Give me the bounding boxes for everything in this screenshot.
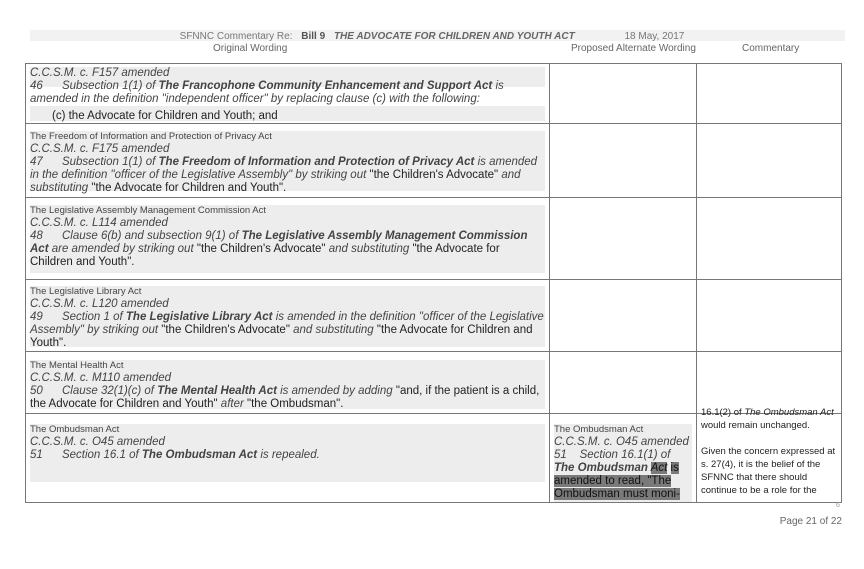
proposed-act-title: The Ombudsman Act bbox=[554, 424, 644, 435]
proposed-highlight-text: is amended to read, "The Ombudsman must moni- bbox=[554, 462, 680, 500]
original-cell bbox=[26, 124, 550, 197]
col-original: Original Wording bbox=[213, 43, 288, 54]
header-prefix: SFNNC Commentary Re: bbox=[179, 31, 293, 42]
header-date: 18 May, 2017 bbox=[624, 31, 685, 42]
quote-struck: "the Children's Advocate" bbox=[161, 324, 290, 336]
ccsm-ref: C.C.S.M. c. L114 amended bbox=[30, 217, 168, 229]
act-name: The Ombudsman Act bbox=[141, 449, 258, 461]
original-cell bbox=[26, 280, 550, 351]
act-name: The Legislative Library Act bbox=[125, 311, 273, 323]
section-mid: and substituting bbox=[328, 243, 410, 255]
proposed-cell bbox=[550, 124, 697, 197]
act-title: The Legislative Assembly Management Commission Act bbox=[30, 205, 267, 216]
proposed-highlight-word: Act bbox=[650, 462, 668, 474]
ccsm-ref: C.C.S.M. c. O45 amended bbox=[30, 436, 165, 448]
quote-substituted: "the Advocate for Children and Youth". bbox=[91, 182, 287, 194]
section-mid: after bbox=[220, 398, 244, 410]
quote-struck: "the Children's Advocate" bbox=[369, 169, 499, 181]
quote-anchor: "the Ombudsman". bbox=[247, 398, 344, 410]
section-mid: and substituting bbox=[293, 324, 374, 336]
section-post: are amended by striking out bbox=[51, 243, 194, 255]
section-post: is amended in the definition "officer of the Legislative Assembly" by striking out bbox=[30, 156, 538, 181]
section-num: 49 bbox=[30, 311, 43, 323]
clause-text: (c) the Advocate for Children and Youth; and bbox=[52, 110, 278, 122]
proposed-cell bbox=[550, 280, 697, 351]
section-num: 47 bbox=[30, 156, 43, 168]
section-post: is amended by adding bbox=[280, 385, 393, 397]
act-title: The Freedom of Information and Protection of Privacy Act bbox=[30, 131, 272, 142]
section-pre: Clause 32(1)(c) of bbox=[61, 385, 155, 397]
proposed-cell bbox=[550, 352, 697, 413]
section-post: is amended in the definition "officer of the Legislative Assembly" by striking out bbox=[30, 311, 544, 336]
commentary-paragraph: Given the concern expressed at s. 27(4), it is the belief of the SFNNC that there should continue to be a role for the bbox=[701, 446, 836, 496]
table-row bbox=[26, 64, 841, 124]
original-cell bbox=[26, 64, 550, 123]
section-post: is amended in the definition "independent officer" by replacing clause (c) with the following: bbox=[30, 80, 504, 105]
header-bill: Bill 9 bbox=[301, 31, 326, 42]
section-pre: Clause 6(b) and subsection 9(1) of bbox=[61, 230, 239, 242]
commentary-act: The Ombudsman Act bbox=[744, 407, 834, 418]
proposed-cell bbox=[550, 414, 697, 502]
ccsm-ref: C.C.S.M. c. F157 amended bbox=[30, 67, 170, 79]
commentary-ref: 16.1(2) of bbox=[701, 407, 742, 418]
ccsm-ref: C.C.S.M. c. F175 amended bbox=[30, 143, 170, 155]
original-cell bbox=[26, 414, 550, 502]
act-title: The Legislative Library Act bbox=[30, 286, 142, 297]
section-num: 46 bbox=[30, 80, 43, 92]
commentary-cell bbox=[697, 407, 843, 502]
col-commentary: Commentary bbox=[742, 43, 800, 54]
commentary-cell bbox=[697, 198, 843, 279]
section-pre: Subsection 1(1) of bbox=[61, 156, 156, 168]
quote-added: "and, if the patient is a child, the Advocate for Children and Youth" bbox=[30, 385, 540, 410]
page-number: Page 21 of 22 bbox=[779, 516, 842, 527]
proposed-cell bbox=[550, 64, 697, 123]
commentary-cell bbox=[697, 280, 843, 351]
header-act: THE ADVOCATE FOR CHILDREN AND YOUTH ACT bbox=[333, 31, 575, 42]
table-row bbox=[26, 280, 841, 352]
proposed-act-name: The Ombudsman bbox=[554, 462, 648, 474]
section-mid: and substituting bbox=[30, 169, 521, 194]
commentary-note: would remain unchanged. bbox=[701, 420, 810, 431]
quote-substituted: "the Advocate for Children and Youth". bbox=[30, 243, 500, 268]
act-name: The Mental Health Act bbox=[157, 385, 277, 397]
original-cell bbox=[26, 198, 550, 279]
proposed-ccsm-ref: C.C.S.M. c. O45 amended bbox=[554, 436, 689, 448]
commentary-cell bbox=[697, 124, 843, 197]
proposed-cell bbox=[550, 198, 697, 279]
section-num: 51 bbox=[30, 449, 43, 461]
section-pre: Section 1 of bbox=[61, 311, 123, 323]
act-title: The Ombudsman Act bbox=[30, 424, 120, 435]
section-num: 50 bbox=[30, 385, 43, 397]
act-name: The Freedom of Information and Protection of Privacy Act bbox=[158, 156, 475, 168]
quote-struck: "the Children's Advocate" bbox=[196, 243, 326, 255]
section-pre: Section 16.1 of bbox=[61, 449, 139, 461]
act-title: The Mental Health Act bbox=[30, 360, 124, 371]
table-row bbox=[26, 198, 841, 280]
commentary-table bbox=[25, 63, 842, 503]
original-cell bbox=[26, 352, 550, 413]
document-header bbox=[0, 31, 864, 42]
act-name: The Francophone Community Enhancement and Support Act bbox=[158, 80, 493, 92]
section-num: 48 bbox=[30, 230, 43, 242]
ccsm-ref: C.C.S.M. c. L120 amended bbox=[30, 298, 169, 310]
table-row bbox=[26, 407, 841, 502]
act-name: The Legislative Assembly Management Commission Act bbox=[30, 230, 528, 255]
section-pre: Subsection 1(1) of bbox=[61, 80, 156, 92]
ccsm-ref: C.C.S.M. c. M110 amended bbox=[30, 372, 172, 384]
section-post: is repealed. bbox=[260, 449, 320, 461]
proposed-section-num: 51 bbox=[554, 449, 567, 461]
corner-mark: 6 bbox=[836, 502, 840, 509]
proposed-section-pre: Section 16.1(1) of bbox=[579, 449, 671, 461]
commentary-cell bbox=[697, 64, 843, 123]
quote-substituted: "the Advocate for Children and Youth". bbox=[30, 324, 533, 349]
table-row bbox=[26, 124, 841, 198]
col-proposed: Proposed Alternate Wording bbox=[571, 43, 696, 54]
